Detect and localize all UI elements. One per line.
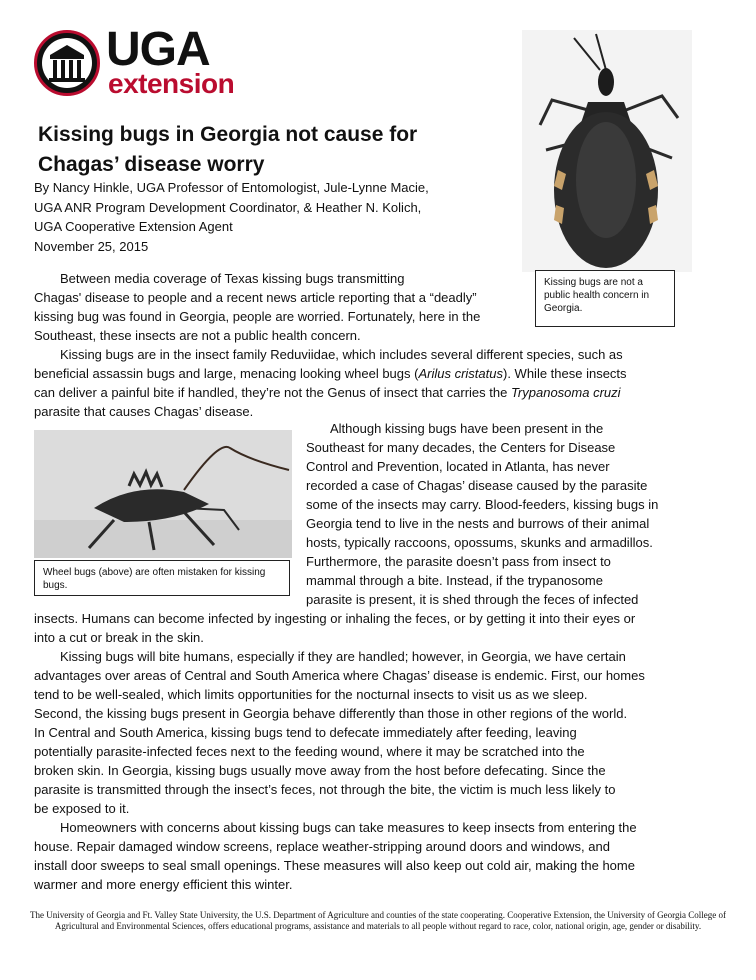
body-line: warmer and more energy efficient this winter. <box>34 877 293 892</box>
byline-line: By Nancy Hinkle, UGA Professor of Entomologist, Jule-Lynne Macie, <box>34 180 429 195</box>
body-line: Between media coverage of Texas kissing bugs transmitting <box>60 271 405 286</box>
body-line: parasite is transmitted through the insect’s feces, not through the bite, the victim is much less likely to <box>34 782 616 797</box>
species-name: Arilus cristatus <box>418 366 503 381</box>
logo-wordmark: UGA <box>106 23 210 76</box>
uga-extension-logo <box>34 23 244 100</box>
body-line: tend to be well-sealed, which limits opportunities for the nocturnal insects to visit us as we sleep. <box>34 687 588 702</box>
body-line: hosts, typically raccoons, opossums, skunks and armadillos. <box>306 535 653 550</box>
body-line: Homeowners with concerns about kissing bugs can take measures to keep insects from entering the <box>60 820 637 835</box>
logo-subline: extension <box>108 68 235 99</box>
body-line: potentially parasite-infected feces next to the feeding wound, where it may be scratched into the <box>34 744 585 759</box>
body-line: Southeast for many decades, the Centers for Disease <box>306 440 616 455</box>
body-line: Furthermore, the parasite doesn’t pass from insect to <box>306 554 611 569</box>
title-line: Kissing bugs in Georgia not cause for <box>38 123 418 146</box>
body-line: Kissing bugs will bite humans, especially if they are handled; however, in Georgia, we have certain <box>60 649 626 664</box>
body-line: beneficial assassin bugs and large, menacing looking wheel bugs (Arilus cristatus). While these insects <box>34 366 627 381</box>
footer-disclaimer: The University of Georgia and Ft. Valley State University, the U.S. Department of Agriculture and counties of the state cooperating. Cooperative Extension, the University of Georgia College of Agricultural and Environmental Sciences, offers educational programs, assistance and materials to all people without regard to race, color, national origin, age, gender or disability. <box>30 910 726 931</box>
body-line: mammal through a bite. Instead, if the trypanosome <box>306 573 603 588</box>
byline-line: UGA Cooperative Extension Agent <box>34 219 233 234</box>
arch-seal-icon <box>34 30 100 96</box>
body-line: Chagas' disease to people and a recent news article reporting that a “deadly” <box>34 290 477 305</box>
body-line: broken skin. In Georgia, kissing bugs usually move away from the host before defecating. Since the <box>34 763 606 778</box>
body-line: kissing bug was found in Georgia, people are worried. Fortunately, here in the <box>34 309 481 324</box>
publication-date: November 25, 2015 <box>34 238 149 254</box>
body-line: some of the insects may carry. Blood-feeders, kissing bugs in <box>306 497 659 512</box>
body-line: Southeast, these insects are not a public health concern. <box>34 328 361 343</box>
body-line: can deliver a painful bite if handled, they’re not the Genus of insect that carries the Trypanosoma cruzi <box>34 385 621 400</box>
body-line: be exposed to it. <box>34 801 130 816</box>
byline-line: UGA ANR Program Development Coordinator, & Heather N. Kolich, <box>34 199 422 215</box>
body-line: into a cut or break in the skin. <box>34 630 204 645</box>
body-line: insects. Humans can become infected by ingesting or inhaling the feces, or by getting it into their eyes or <box>34 611 636 626</box>
article-title <box>38 120 478 180</box>
body-line: Georgia tend to live in the nests and burrows of their animal <box>306 516 650 531</box>
body-line: parasite is present, it is shed through the feces of infected <box>306 592 639 607</box>
species-name: Trypanosoma cruzi <box>510 385 621 400</box>
body-line: parasite that causes Chagas’ disease. <box>34 404 254 419</box>
body-line: Control and Prevention, located in Atlanta, has never <box>306 459 610 474</box>
byline <box>34 178 514 256</box>
body-line: Second, the kissing bugs present in Georgia behave differently than those in other regions of the world. <box>34 706 628 721</box>
kissing-bug-caption: Kissing bugs are not a public health concern in Georgia. <box>535 270 675 327</box>
body-line: house. Repair damaged window screens, replace weather-stripping around doors and windows, and <box>34 839 610 854</box>
title-line: Chagas’ disease worry <box>38 153 265 176</box>
kissing-bug-photo <box>522 30 692 272</box>
body-line: recorded a case of Chagas’ disease caused by the parasite <box>306 478 648 493</box>
body-line: In Central and South America, kissing bugs tend to defecate immediately after feeding, leaving <box>34 725 577 740</box>
body-line: install door sweeps to seal small openings. These measures will also keep out cold air, making the home <box>34 858 635 873</box>
wheel-bug-caption: Wheel bugs (above) are often mistaken for kissing bugs. <box>34 560 290 596</box>
wheel-bug-photo <box>34 430 292 558</box>
body-line: Kissing bugs are in the insect family Reduviidae, which includes several different species, such as <box>60 347 623 362</box>
body-line: Although kissing bugs have been present in the <box>330 421 604 436</box>
body-line: advantages over areas of Central and South America where Chagas’ disease is endemic. First, our homes <box>34 668 645 683</box>
